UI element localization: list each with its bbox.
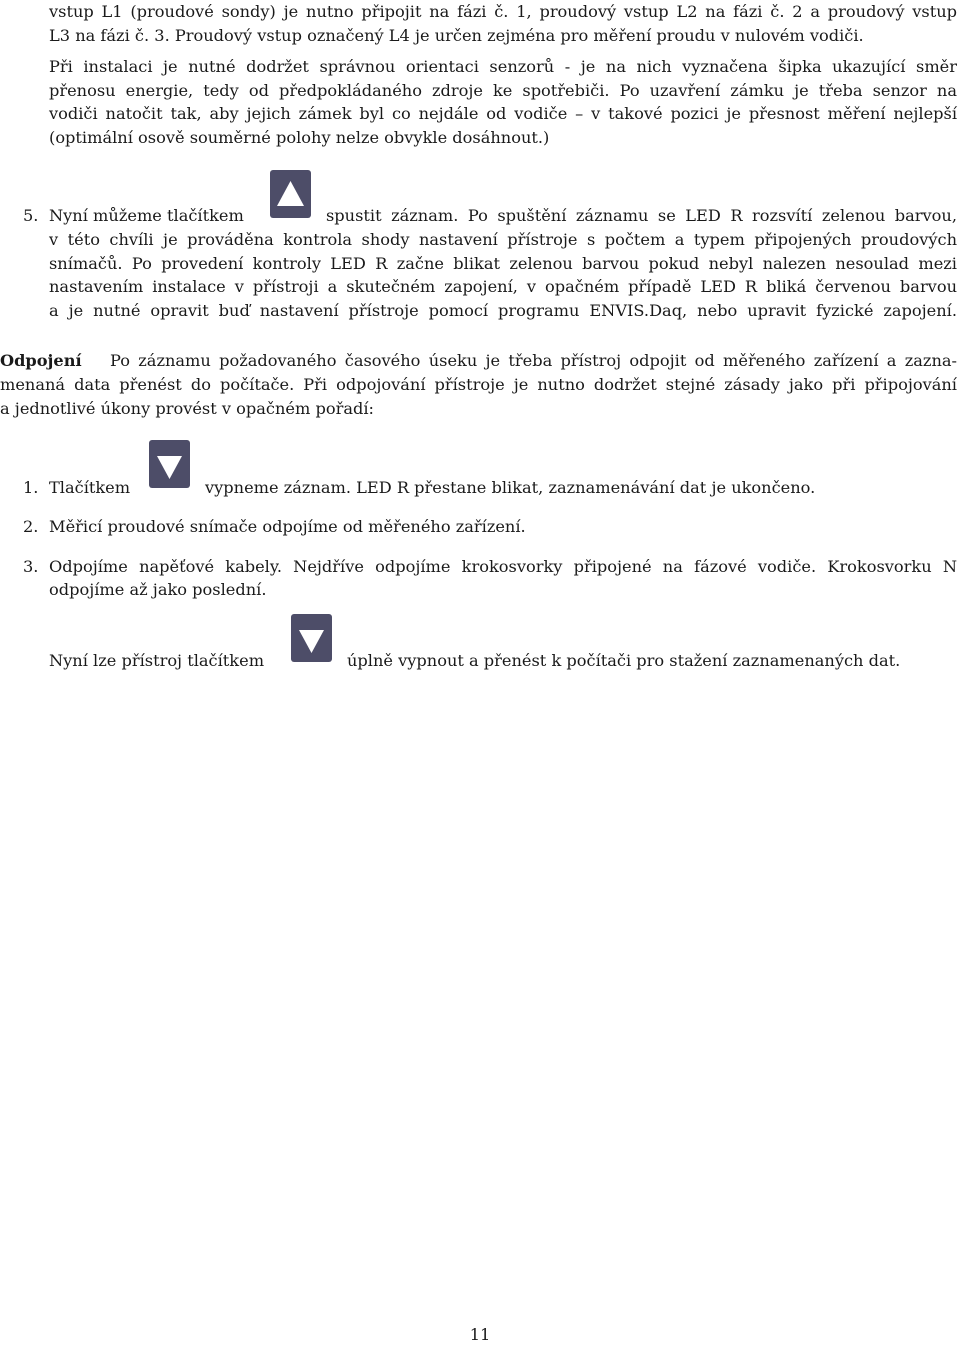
- installation-line-1: Při instalaci je nutné dodržet správnou orientaci senzorů - je na nich vyznačena šipka ukazující směr: [49, 57, 957, 76]
- installation-line-2: přenosu energie, tedy od předpokládaného zdroje ke spotřebiči. Po uzavření zámku je třeba senzor na: [49, 80, 957, 100]
- disconnect-step-3-line-1: Odpojíme napěťové kabely. Nejdříve odpojíme krokosvorky připojené na fázové vodiče. Krokosvorku N: [49, 557, 957, 576]
- step-5-text-before-icon: Nyní můžeme tlačítkem: [49, 206, 244, 225]
- installation-line-4: (optimální osově souměrné polohy nelze obvykle dosáhnout.): [49, 128, 550, 148]
- step-5-text-after-icon: spustit záznam. Po spuštění záznamu se LED R rozsvítí zelenou barvou,: [326, 206, 957, 225]
- final-text-after-icon: úplně vypnout a přenést k počítači pro stažení zaznamenaných dat.: [347, 651, 901, 670]
- intro-paragraph: [49, 0, 957, 47]
- step-5-line-4: nastavením instalace v přístroji a skutečném zapojení, v opačném případě LED R bliká červenou barvou: [49, 277, 957, 296]
- step-5-line-3: snímačů. Po provedení kontroly LED R začne blikat zelenou barvou pokud nebyl nalezen nesoulad mezi: [49, 254, 957, 273]
- disconnect-step-2-number: 2.: [23, 517, 39, 536]
- disconnect-step-1-text-after-icon: vypneme záznam. LED R přestane blikat, zaznamenávání dat je ukončeno.: [205, 478, 816, 497]
- disconnect-step-1-text-before-icon: Tlačítkem: [49, 478, 131, 497]
- disconnect-heading: Odpojení: [0, 351, 82, 370]
- triangle-up-icon: [270, 170, 311, 218]
- installation-paragraph: [49, 55, 957, 150]
- final-text-before-icon: Nyní lze přístroj tlačítkem: [49, 651, 265, 670]
- step-5-line-5: a je nutné opravit buď nastavení přístroje pomocí programu ENVIS.Daq, nebo upravit fyzické zapojení.: [49, 301, 957, 320]
- step-5-line-2: v této chvíli je prováděna kontrola shody nastavení přístroje s počtem a typem připojených proudových: [49, 230, 957, 249]
- disconnect-step-3-number: 3.: [23, 557, 39, 576]
- step-5-number: 5.: [23, 206, 39, 225]
- disconnect-line-1: Po záznamu požadovaného časového úseku je třeba přístroj odpojit od měřeného zařízení a zazna-: [110, 351, 957, 370]
- page-number: 11: [469, 1325, 491, 1344]
- disconnect-step-3-line-2: odpojíme až jako poslední.: [49, 580, 267, 599]
- intro-line-2: L3 na fázi č. 3. Proudový vstup označený L4 je určen zejména pro měření proudu v nulovém vodiči.: [49, 25, 864, 45]
- intro-line-1: vstup L1 (proudové sondy) je nutno připojit na fázi č. 1, proudový vstup L2 na fázi č. 2 a proudový vstup: [49, 2, 957, 21]
- disconnect-step-1-number: 1.: [23, 478, 39, 497]
- triangle-down-icon: [291, 614, 332, 662]
- disconnect-step-2-text: Měřicí proudové snímače odpojíme od měřeného zařízení.: [49, 517, 526, 536]
- triangle-down-icon: [149, 440, 190, 488]
- installation-line-3: vodiči natočit tak, aby jejich zámek byl co nejdále od vodiče – v takové pozici je přesnost měření nejlepší: [49, 104, 957, 124]
- disconnect-line-3: a jednotlivé úkony provést v opačném pořadí:: [0, 399, 374, 418]
- disconnect-line-2: menaná data přenést do počítače. Při odpojování přístroje je nutno dodržet stejné zásady jako při připojování: [0, 375, 957, 394]
